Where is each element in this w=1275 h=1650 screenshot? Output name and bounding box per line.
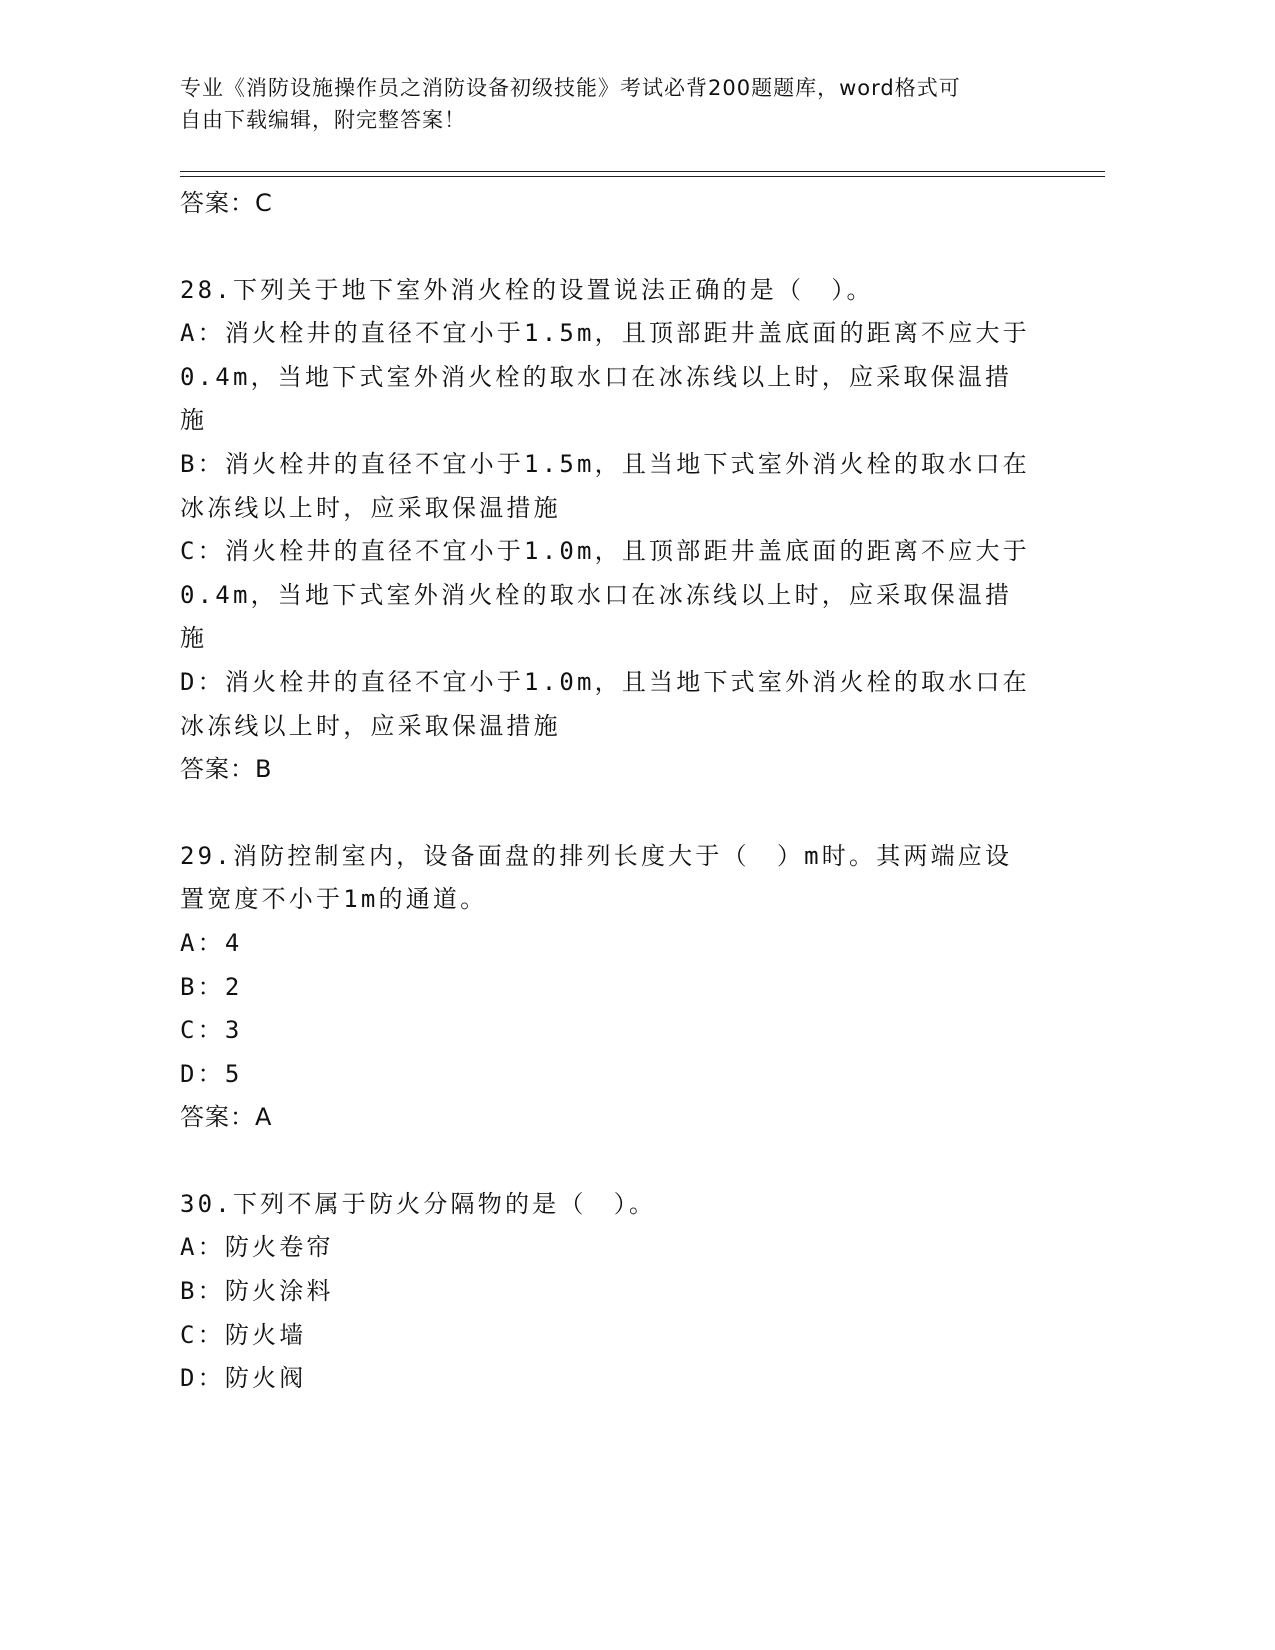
question-29-option-a: A：4 <box>180 928 243 957</box>
question-28-option-b: B：消火栓井的直径不宜小于1.5m，且当地下式室外消火栓的取水口在 <box>180 449 1030 478</box>
question-28 <box>180 269 1060 792</box>
spacer <box>180 1139 1060 1183</box>
question-28-option-c-cont: 施 <box>180 624 208 653</box>
question-28-option-d-cont: 冰冻线以上时，应采取保温措施 <box>180 711 561 740</box>
question-30-option-d: D：防火阀 <box>180 1364 307 1393</box>
document-header <box>180 72 1080 136</box>
question-30-option-a: A：防火卷帘 <box>180 1233 334 1262</box>
question-30 <box>180 1183 1060 1401</box>
question-28-option-a: A：消火栓井的直径不宜小于1.5m，且顶部距井盖底面的距离不应大于 <box>180 319 1030 348</box>
question-29-stem: 29.消防控制室内，设备面盘的排列长度大于（ ）m时。其两端应设 <box>180 841 1013 870</box>
question-28-option-c: C：消火栓井的直径不宜小于1.0m，且顶部距井盖底面的距离不应大于 <box>180 537 1030 566</box>
question-30-stem: 30.下列不属于防火分隔物的是（ ）。 <box>180 1189 657 1218</box>
question-29-option-b: B：2 <box>180 972 243 1001</box>
header-divider-bottom <box>180 176 1105 177</box>
question-29-stem-cont: 置宽度不小于1m的通道。 <box>180 885 488 914</box>
answer-28: 答案：B <box>180 755 273 784</box>
question-30-option-c: C：防火墙 <box>180 1320 307 1349</box>
question-28-option-d: D：消火栓井的直径不宜小于1.0m，且当地下式室外消火栓的取水口在 <box>180 667 1030 696</box>
question-30-option-b: B：防火涂料 <box>180 1277 334 1306</box>
question-28-option-c-cont: 0.4m，当地下式室外消火栓的取水口在冰冻线以上时，应采取保温措 <box>180 580 1013 609</box>
answer-29: 答案：A <box>180 1103 273 1132</box>
header-line-2: 自由下载编辑，附完整答案！ <box>180 108 466 132</box>
spacer <box>180 791 1060 835</box>
question-29-option-d: D：5 <box>180 1059 243 1088</box>
question-29-option-c: C：3 <box>180 1016 243 1045</box>
answer-27: 答案：C <box>180 189 273 217</box>
question-28-stem: 28.下列关于地下室外消火栓的设置说法正确的是（ ）。 <box>180 275 874 304</box>
header-line-1: 专业《消防设施操作员之消防设备初级技能》考试必背200题题库，word格式可 <box>180 76 961 100</box>
document-body <box>180 182 1060 1401</box>
question-28-option-a-cont: 施 <box>180 406 208 435</box>
question-29 <box>180 835 1060 1140</box>
question-28-option-b-cont: 冰冻线以上时，应采取保温措施 <box>180 493 561 522</box>
spacer <box>180 225 1060 269</box>
header-divider-top <box>180 171 1105 172</box>
question-28-option-a-cont: 0.4m，当地下式室外消火栓的取水口在冰冻线以上时，应采取保温措 <box>180 362 1013 391</box>
